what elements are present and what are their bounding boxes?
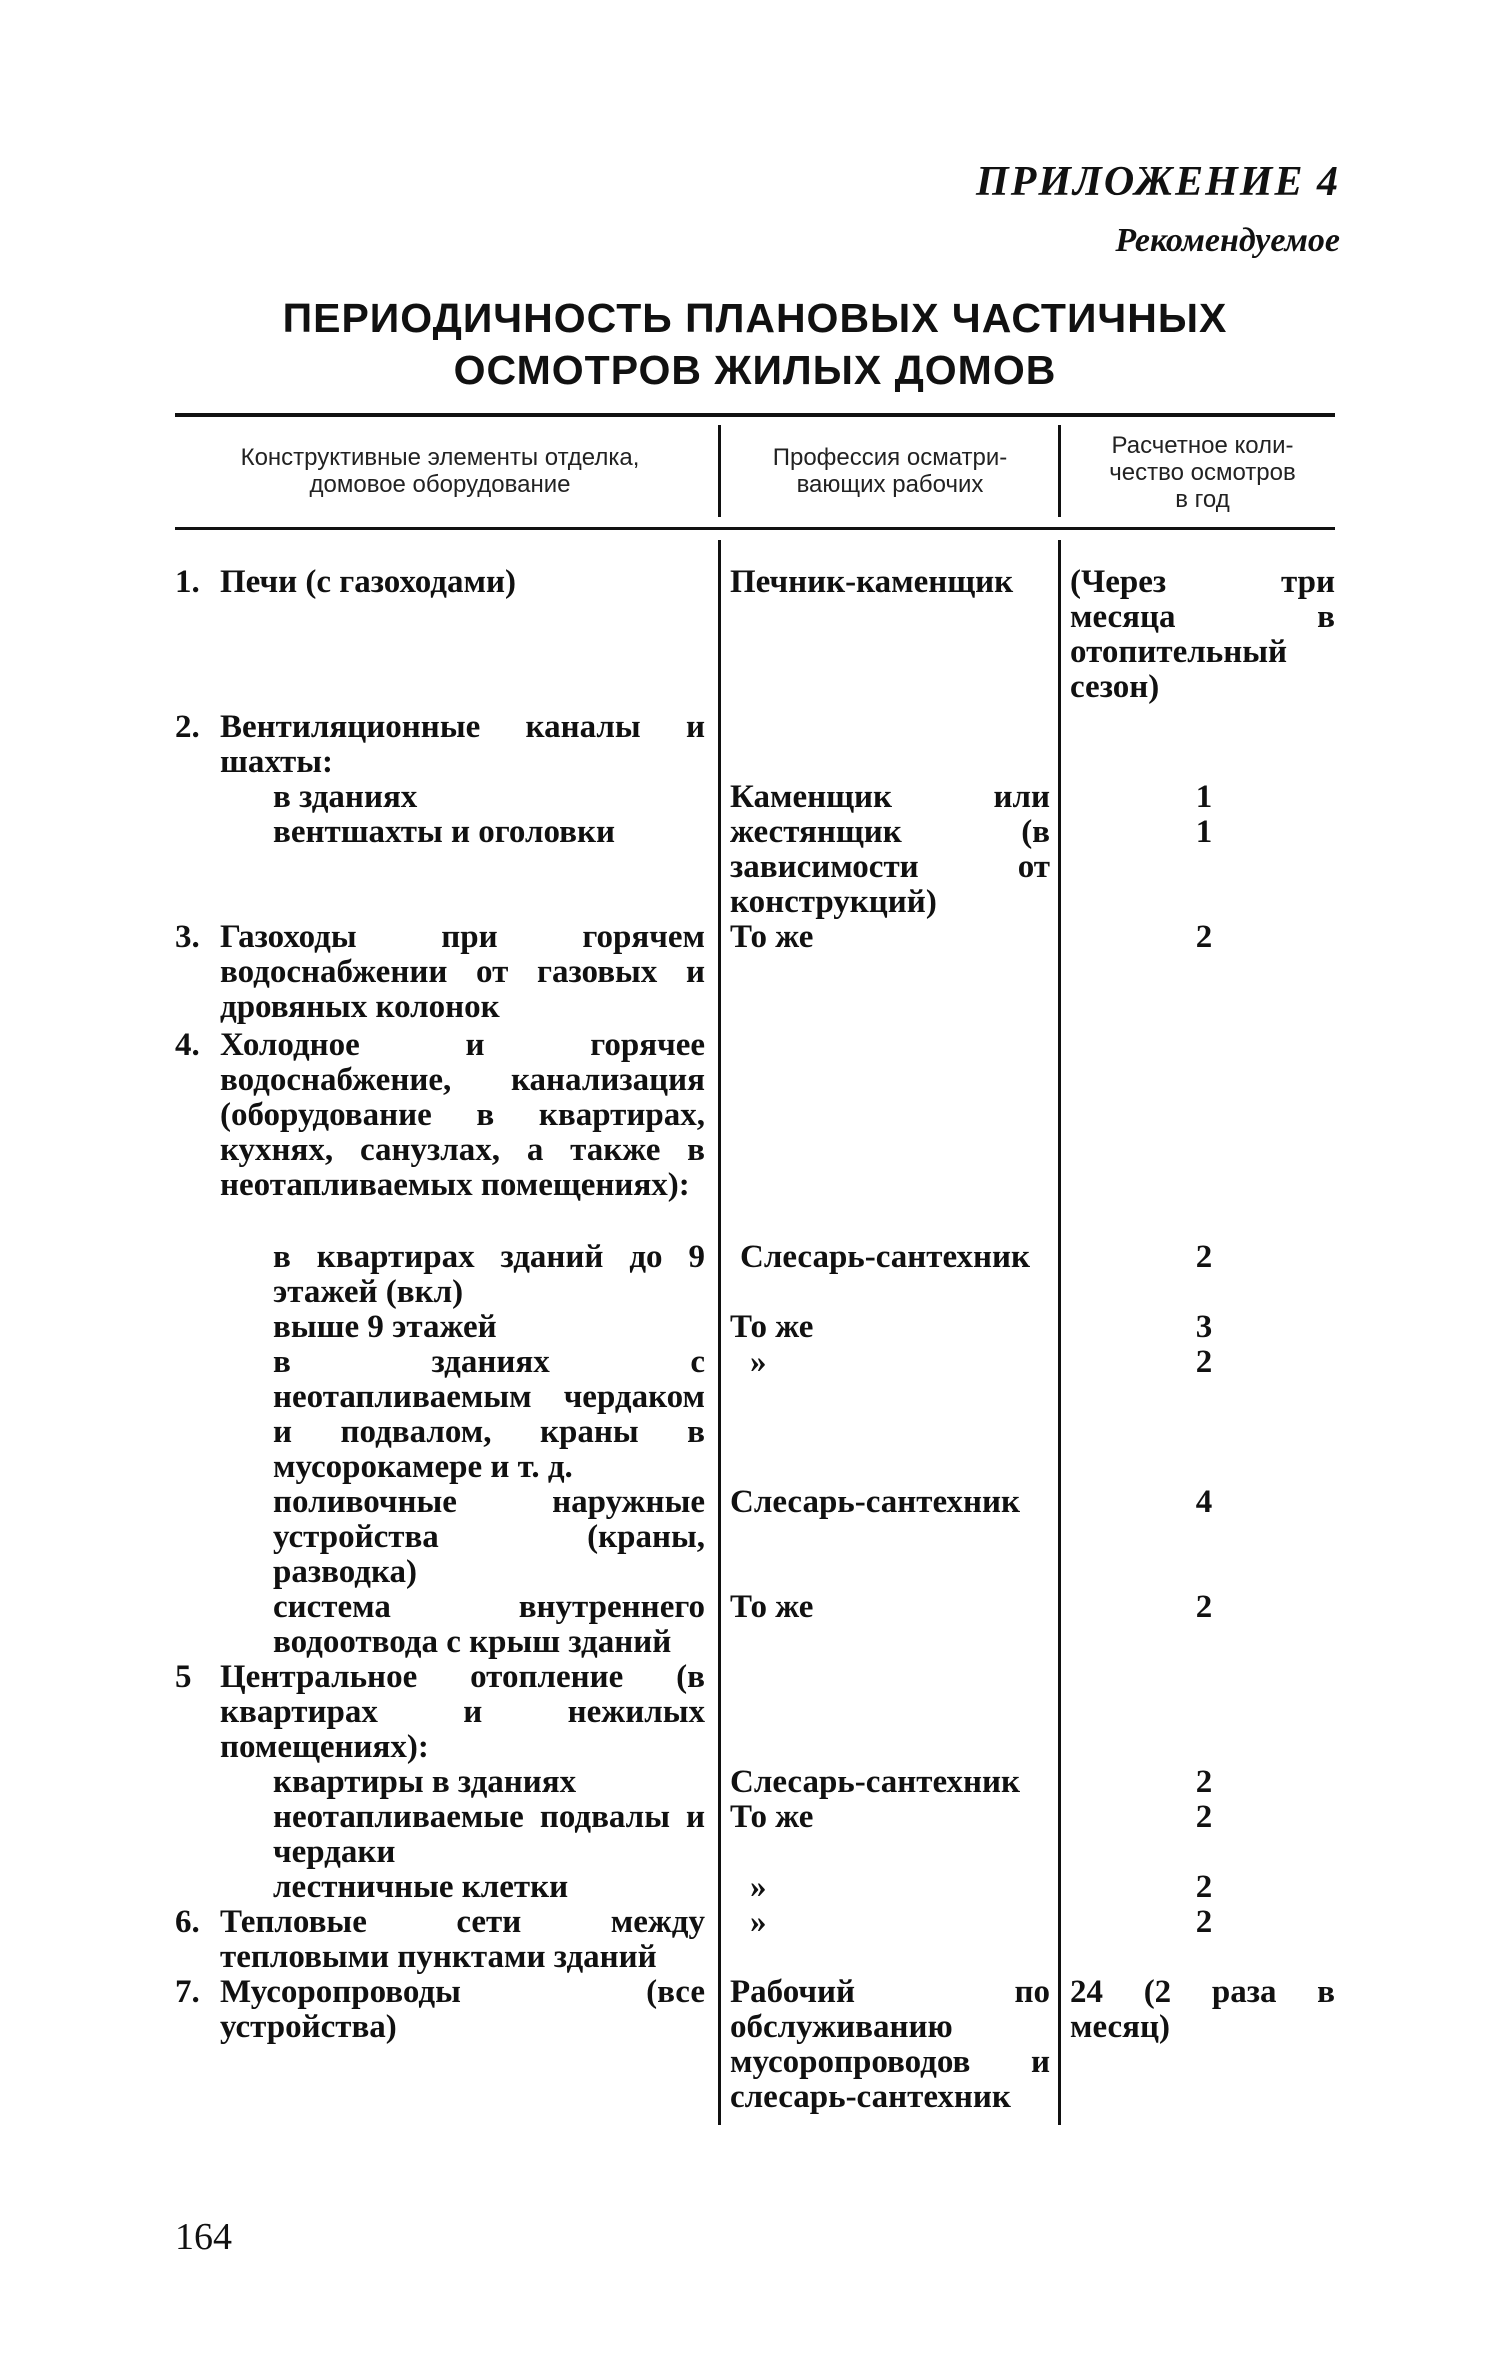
recommended-label: Рекомендуемое <box>1115 222 1340 259</box>
table-top-rule <box>175 413 1335 417</box>
column-header-profession <box>730 444 1050 498</box>
column-header-elements-line2: домовое оборудование <box>309 471 571 498</box>
element-cell <box>273 1310 705 1345</box>
element-cell <box>273 1345 705 1485</box>
element-cell <box>273 1485 705 1590</box>
page-number: 164 <box>175 2216 232 2258</box>
element-text: квартиры в зданиях <box>273 1764 577 1800</box>
element-text: вентшахты и оголовки <box>273 814 615 850</box>
count-cell: 2 <box>1195 1589 1213 1625</box>
element-text: выше 9 этажей <box>273 1309 497 1345</box>
element-cell <box>175 1905 705 1975</box>
document-title <box>175 292 1335 396</box>
profession-cell: Слесарь-сантехник <box>730 1764 1021 1800</box>
profession-cell: Слесарь-сантехник <box>740 1239 1031 1275</box>
element-cell <box>273 1590 705 1660</box>
profession-cell: То же <box>730 1589 814 1625</box>
element-cell <box>175 565 705 600</box>
header-divider-1 <box>718 425 721 517</box>
body-divider-1 <box>718 540 721 2125</box>
element-text: система внутреннего водоотвода с крыш зданий <box>273 1589 705 1660</box>
count-cell: 2 <box>1195 1869 1213 1905</box>
element-text: в зданиях <box>273 779 418 815</box>
profession-cell: » <box>750 1869 767 1905</box>
element-cell <box>175 710 705 780</box>
element-cell <box>175 1975 705 2045</box>
count-cell: 2 <box>1195 1799 1213 1835</box>
element-cell <box>175 920 705 1025</box>
count-cell: (Через три месяца в отопительный сезон) <box>1070 564 1335 705</box>
element-text: Вентиляционные каналы и шахты: <box>220 709 705 780</box>
profession-cell: Рабочий по обслуживанию мусоропроводов и слесарь-сантехник <box>730 1974 1050 2115</box>
column-header-count-line2: чество осмотров <box>1109 459 1296 486</box>
element-cell <box>273 1240 705 1310</box>
row-number: 6. <box>175 1904 200 1940</box>
element-text: Газоходы при горячем водоснабжении от газовых и дровяных колонок <box>220 919 705 1025</box>
count-cell: 24 (2 раза в месяц) <box>1070 1974 1335 2045</box>
count-cell: 1 <box>1195 814 1213 850</box>
count-cell: 2 <box>1195 1344 1213 1380</box>
count-cell: 2 <box>1195 1239 1213 1275</box>
column-header-profession-line2: вающих рабочих <box>796 471 984 498</box>
count-cell: 2 <box>1195 1764 1213 1800</box>
element-cell <box>273 1765 705 1800</box>
count-cell: 2 <box>1195 1904 1213 1940</box>
element-text: неотапливаемые подвалы и чердаки <box>273 1799 705 1870</box>
element-text: Печи (с газоходами) <box>220 564 516 600</box>
row-number: 1. <box>175 564 200 600</box>
element-text: лестничные клетки <box>273 1869 569 1905</box>
element-text: поливочные наружные устройства (краны, разводка) <box>273 1484 705 1590</box>
profession-cell: То же <box>730 1309 814 1345</box>
column-header-profession-line1: Профессия осматри- <box>772 444 1008 471</box>
count-cell: 2 <box>1195 919 1213 955</box>
profession-cell: Слесарь-сантехник <box>730 1484 1021 1520</box>
header-divider-2 <box>1058 425 1061 517</box>
element-cell <box>273 780 705 815</box>
column-header-elements-line1: Конструктивные элементы отделка, <box>240 444 640 471</box>
element-text: Тепловые сети между тепловыми пунктами зданий <box>220 1904 705 1975</box>
appendix-label: ПРИЛОЖЕНИЕ 4 <box>976 159 1340 205</box>
title-line-1: ПЕРИОДИЧНОСТЬ ПЛАНОВЫХ ЧАСТИЧНЫХ <box>282 295 1228 341</box>
profession-cell: Каменщик или жестянщик (в зависимости от конструкций) <box>730 779 1050 920</box>
title-line-2: ОСМОТРОВ ЖИЛЫХ ДОМОВ <box>453 347 1057 393</box>
profession-cell: То же <box>730 919 814 955</box>
element-text: в квартирах зданий до 9 этажей (вкл) <box>273 1239 705 1310</box>
element-text: Холодное и горячее водоснабжение, канализация (оборудование в квартирах, кухнях, санузлах, а также в неотапливаемых помещениях): <box>220 1027 705 1203</box>
count-cell: 4 <box>1195 1484 1213 1520</box>
row-number: 7. <box>175 1974 200 2010</box>
profession-cell: » <box>750 1904 767 1940</box>
element-cell <box>273 815 705 850</box>
element-text: в зданиях с неотапливаемым чердаком и подвалом, краны в мусорокамере и т. д. <box>273 1344 705 1485</box>
profession-cell: То же <box>730 1799 814 1835</box>
count-cell: 1 <box>1195 779 1213 815</box>
element-text: Центральное отопление (в квартирах и нежилых помещениях): <box>220 1659 705 1765</box>
count-cell: 3 <box>1195 1309 1213 1345</box>
element-cell <box>175 1660 705 1765</box>
column-header-count <box>1070 432 1335 513</box>
column-header-count-line1: Расчетное коли- <box>1111 432 1294 459</box>
row-number: 3. <box>175 919 200 955</box>
table-header-rule <box>175 527 1335 530</box>
profession-cell: Печник-каменщик <box>730 564 1014 600</box>
profession-cell: » <box>750 1344 767 1380</box>
element-text: Мусоропроводы (все устройства) <box>220 1974 705 2045</box>
row-number: 2. <box>175 709 200 745</box>
column-header-count-line3: в год <box>1175 486 1230 513</box>
row-number: 5 <box>175 1659 192 1695</box>
column-header-elements <box>175 444 705 498</box>
element-cell <box>273 1800 705 1870</box>
element-cell <box>273 1870 705 1905</box>
element-cell <box>175 1028 705 1203</box>
row-number: 4. <box>175 1027 200 1063</box>
